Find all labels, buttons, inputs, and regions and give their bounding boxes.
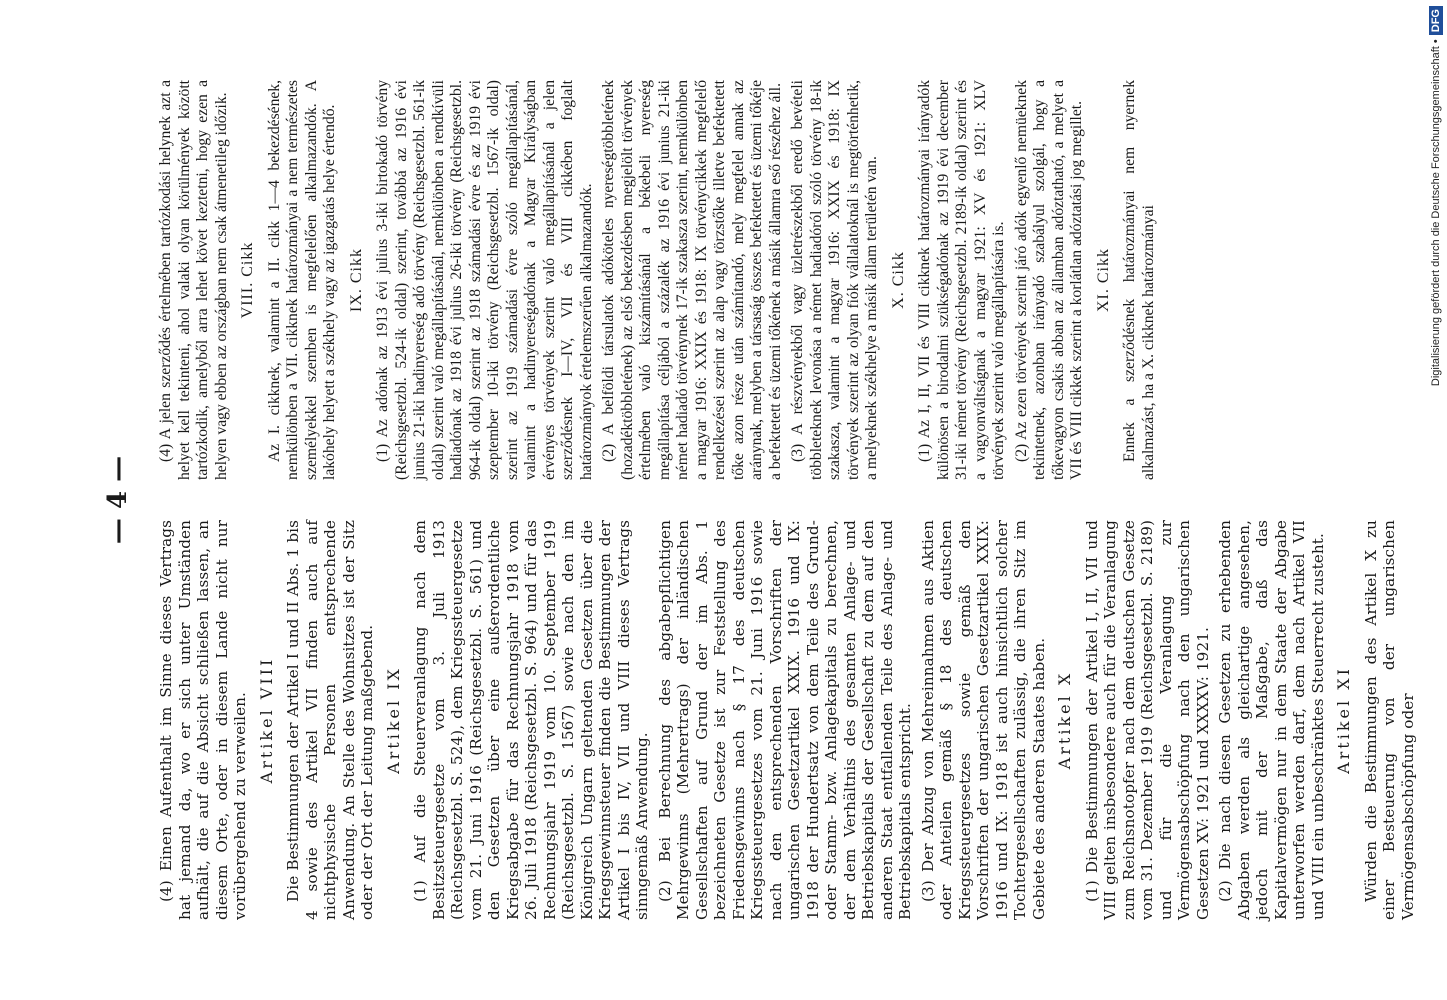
hungarian-paragraph: (1) Az I, II, VII és VIII cikknek határozmányai irányadók különösen a birodalmi szükségadónak az 1919 évi december 31-iki német törvény (Reichsgesetzbl. 2189-ik oldal) szerint és a vagyonváltságnak a magyar 1921: XV és 1921: XLV törvények szerint való megállapítására is. [916, 80, 1007, 480]
german-paragraph: (2) Die nach diesen Gesetzen zu erhebenden Abgaben werden als gleichartige angesehen, jedoch mit der Maßgabe, daß das Kapitalvermögen nur in dem Staate der Abgabe unterworfen werden darf, dem nach Artikel VII und VIII ein unbeschränktes Steuerrecht zusteht. [1216, 520, 1327, 920]
hungarian-paragraph: (3) A részvényekből vagy üzletrészekből eredő bevételi többleteknek levonása a német hadiadóról szóló törvény 18-ik szakasza, valamint a magyar 1916: XXIX és 1918: IX törvények szerint az olyan fiók vállalatoknál is megtörténhetik, a melyeknek székhelye a másik állam területén van. [789, 80, 880, 480]
german-paragraph: (4) Einen Aufenthalt im Sinne dieses Vertrags hat jemand da, wo er sich unter Umständen aufhält, die auf die Absicht schließen lassen, an diesem Orte, oder in diesem Lande nicht nur vorübergehend zu verweilen. [157, 520, 249, 920]
german-article-heading: Artikel XI [1334, 666, 1353, 774]
german-paragraph: Die Bestimmungen der Artikel I und II Abs. 1 bis 4 sowie des Artikel VII finden auch auf nichtphysische Personen entsprechende Anwendung. An Stelle des Wohnsitzes ist der Sitz oder der Ort der Leitung maßgebend. [284, 520, 376, 920]
rotated-document-page [97, 70, 1417, 930]
german-article-heading: Artikel VIII [256, 656, 276, 784]
hungarian-column [157, 80, 1317, 480]
digitization-stamp [1408, 6, 1442, 994]
hungarian-article-heading: XI. Cikk [1094, 248, 1112, 312]
hungarian-paragraph: (2) A belföldi társulatok adóköteles nyereségtöbbletének (hozadéktöbbletének) az első bekezdésben megjelölt törvények értelmében való kiszámításánál a békebeli nyereség megállapítása céljából a százalék az 1916 évi junius 21-iki német hadiadó törvénynek 17-ik szakasza szerint, nemkülönben a magyar 1916: XXIX és 1918: IX törvénycikkek megfelelő rendelkezései szerint az alap vagy törzstőke illetve befektetett tőke azon része után számítandó, mely megfelel annak az aránynak, melyben a társaság összes befektetett és üzemi tőkéje a befektetett és üzemi tőkének a másik államra eső részéhez áll. [600, 80, 784, 480]
german-paragraph: (1) Die Bestimmungen der Artikel I, II, VII und VIII gelten insbesondere auch für die Veranlagung zum Reichsnotopfer nach dem deutschen Gesetze vom 31. Dezember 1919 (Reichsgesetzbl. S. 2189) und für die Veranlagung zur Vermögensabschöpfung nach den ungarischen Gesetzen XV: 1921 und XXXXV: 1921. [1082, 520, 1212, 920]
hungarian-article-heading: VIII. Cikk [239, 241, 256, 319]
digitization-stamp-text: Digitalisierung gefördert durch die Deutsche Forschungsgemeinschaft • [1430, 39, 1442, 387]
german-paragraph: Würden die Bestimmungen des Artikel X zu einer Besteuerung von der ungarischen Vermögensabschöpfung oder [1361, 520, 1417, 920]
dfg-logo: DFG [1429, 6, 1443, 35]
german-paragraph: (1) Auf die Steuerveranlagung nach dem Besitzsteuergesetze vom 3. Juli 1913 (Reichsgesetzbl. S. 524), dem Kriegssteuergesetze vom 21. Juni 1916 (Reichsgesetzbl. S. 561) und den Gesetzen über eine außerordentliche Kriegsabgabe für das Rechnungsjahr 1918 vom 26. Juli 1918 (Reichsgesetzbl. S. 964) und für das Rechnungsjahr 1919 vom 10. September 1919 (Reichsgesetzbl. S. 1567) sowie nach den im Königreich Ungarn geltenden Gesetzen über die Kriegsgewinnsteuer finden die Bestimmungen der Artikel I bis IV, VII und VIII dieses Vertrags sinngemäß Anwendung. [411, 520, 651, 920]
german-article-heading: Artikel X [1055, 670, 1074, 770]
german-paragraph: (3) Der Abzug von Mehreinnahmen aus Aktien oder Anteilen gemäß § 18 des deutschen Kriegssteuergesetzes sowie gemäß den Vorschriften der ungarischen Gesetzartikel XXIX: 1916 und IX: 1918 ist auch hinsichtlich solcher Tochtergesellschaften zulässig, die ihren Sitz im Gebiete des anderen Staates haben. [918, 520, 1048, 920]
hungarian-paragraph: Az I. cikknek, valamint a II. cikk 1—4 bekezdésének, nemkülönben a VII. cikknek határozmányai a nem természetes személyekkel szemben is megfelelően alkalmazandók. A lakóhely helyett a székhely vagy az igazgatás helye értendő. [265, 80, 338, 480]
hungarian-article-heading: X. Cikk [889, 251, 907, 309]
german-column [157, 520, 1417, 920]
hungarian-paragraph: Ennek a szerződésnek határozmányai nem nyernek alkalmazást, ha a X. cikknek határozmányai [1121, 80, 1157, 480]
hungarian-article-heading: IX. Cikk [347, 248, 365, 312]
hungarian-paragraph: (1) Az adónak az 1913 évi julius 3-iki birtokadó törvény (Reichsgesetzbl. 524-ik oldal) szerint, továbbá az 1916 évi junius 21-iki hadinyereség adó törvény (Reichsgesetzbl. 561-ik oldal) szerint való megállapításánál, nemkülönben a rendkívüli hadiadónak az 1918 évi julius 26-iki törvény (Reichsgesetzbl. 964-ik oldal) szerint az 1918 számadási évre és az 1919 évi szeptember 10-iki törvény (Reichsgesetzbl. 1567-ik oldal) szerint az 1919 számadási évre szóló megállapításánál, valamint a hadinyereségadónak a Magyar Királyságban érvényes törvények szerint való megállapításánál a jelen szerződésnek I—IV, VII és VIII cikkében foglalt határozmányok értelemszerűen alkalmazandók. [374, 80, 595, 480]
hungarian-paragraph: (2) Az ezen törvények szerint járó adók egyenlő nemüeknek tekintetnek, azonban irányadó szabályul szolgál, hogy a tőkevagyon csakis abban az államban adóztatható, a melyet a VII és VIII cikkek szerint a korlátlan adóztatási jog megillet. [1012, 80, 1085, 480]
hungarian-paragraph: (4) A jelen szerződés értelmében tartózkodási helynek azt a helyet kell tekinteni, ahol valaki olyan körülmények között tartózkodik, amelyből arra lehet követ keztetni, hogy ezen a helyen vagy ebben az országban nem csak átmenetileg időzik. [157, 80, 230, 480]
page-number: — 4 — [103, 455, 133, 545]
german-paragraph: (2) Bei Berechnung des abgabepflichtigen Mehrgewinns (Mehrertrags) der inländischen Gesellschaften auf Grund der im Abs. 1 bezeichneten Gesetze ist zur Feststellung des Friedensgewinns nach § 17 des deutschen Kriegssteuergesetzes vom 21. Juni 1916 sowie nach den entsprechenden Vorschriften der ungarischen Gesetzartikel XXIX. 1916 und IX: 1918 der Hundertsatz von dem Teile des Grund- oder Stamm- bzw. Anlagekapitals zu berechnen, der dem Verhältnis des gesamten Anlage- und Betriebskapitals der Gesellschaft zu dem auf den anderen Staat entfallenden Teile des Anlage- und Betriebskapitals entspricht. [655, 520, 914, 920]
german-article-heading: Artikel IX [383, 666, 403, 774]
